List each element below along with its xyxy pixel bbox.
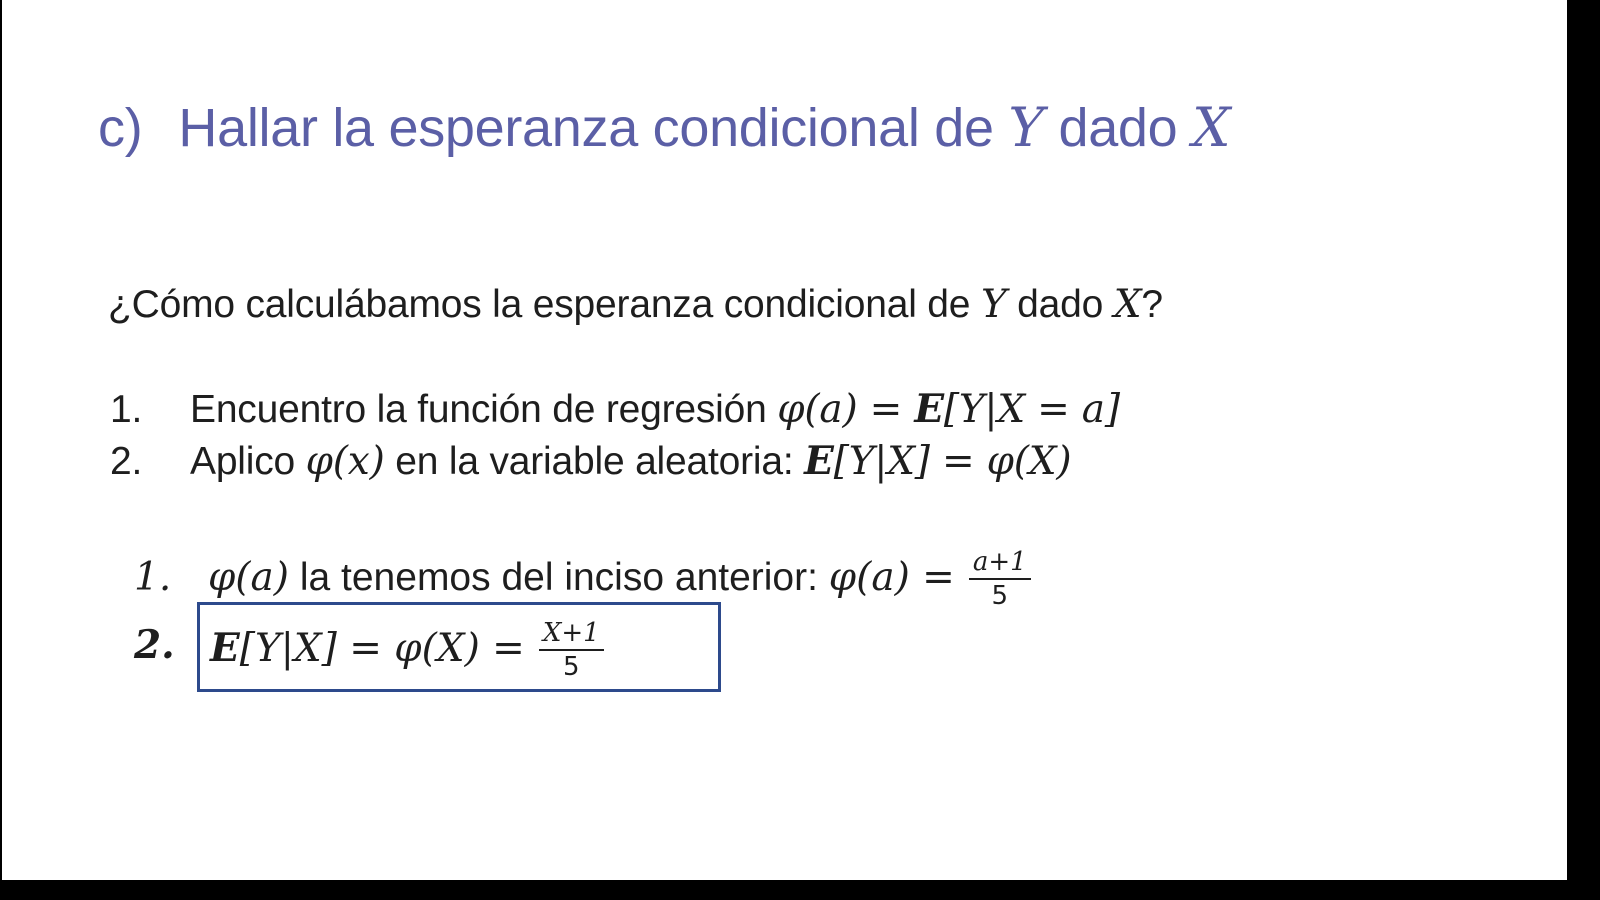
- title-var-x: X: [1192, 96, 1231, 159]
- question-text: ¿Cómo calculábamos la esperanza condicional de: [108, 283, 971, 326]
- step-2-number: 2.: [110, 440, 143, 483]
- step-2-text-after: en la variable aleatoria:: [395, 440, 794, 483]
- answer-frac-denominator: 5: [563, 651, 580, 682]
- answer-frac-numerator: X+1: [539, 619, 604, 651]
- solution-1-math-phi: φ(a): [208, 555, 289, 601]
- step-2-math-rest: [Y|X] = φ(X): [833, 439, 1072, 484]
- step-1-math-rest: [Y|X = a]: [943, 387, 1120, 432]
- step-2-text-before: Aplico: [190, 440, 296, 483]
- step-1-text: Encuentro la función de regresión: [190, 388, 767, 431]
- question: [108, 282, 1163, 327]
- solution-1-frac-denominator: 5: [991, 580, 1009, 611]
- answer-math-e: E: [210, 625, 240, 672]
- question-var-y: Y: [980, 282, 1007, 327]
- answer-fraction: [539, 619, 604, 683]
- answer-math-rest: [Y|X] = φ(X) =: [239, 626, 525, 672]
- question-var-x: X: [1113, 282, 1142, 327]
- step-1-math-phi: φ(a) =: [777, 387, 915, 432]
- step-2: [110, 438, 1071, 484]
- step-1: [110, 386, 1120, 432]
- question-mid: dado: [1017, 283, 1104, 326]
- answer-expression: [210, 619, 604, 683]
- step-2-math-e: E: [804, 438, 834, 484]
- title-var-y: Y: [1008, 96, 1044, 159]
- step-1-number: 1.: [110, 388, 143, 431]
- title-text: Hallar la esperanza condicional de: [178, 98, 994, 158]
- solution-2-number: 2.: [134, 622, 175, 668]
- slide-title: [98, 96, 1230, 159]
- question-end: ?: [1141, 283, 1163, 326]
- answer-box: [197, 602, 721, 692]
- solution-1-number: 1.: [134, 555, 172, 601]
- step-1-math-e: E: [914, 386, 944, 432]
- title-letter: c): [98, 98, 143, 158]
- slide: [2, 0, 1567, 880]
- solution-1-frac-numerator: a+1: [969, 548, 1031, 580]
- solution-1-math-eq: φ(a) =: [828, 555, 955, 601]
- title-mid: dado: [1058, 98, 1178, 158]
- solution-1-fraction: [969, 548, 1031, 612]
- step-2-math-phi: φ(x): [305, 439, 385, 484]
- solution-1-text: la tenemos del inciso anterior:: [299, 556, 818, 600]
